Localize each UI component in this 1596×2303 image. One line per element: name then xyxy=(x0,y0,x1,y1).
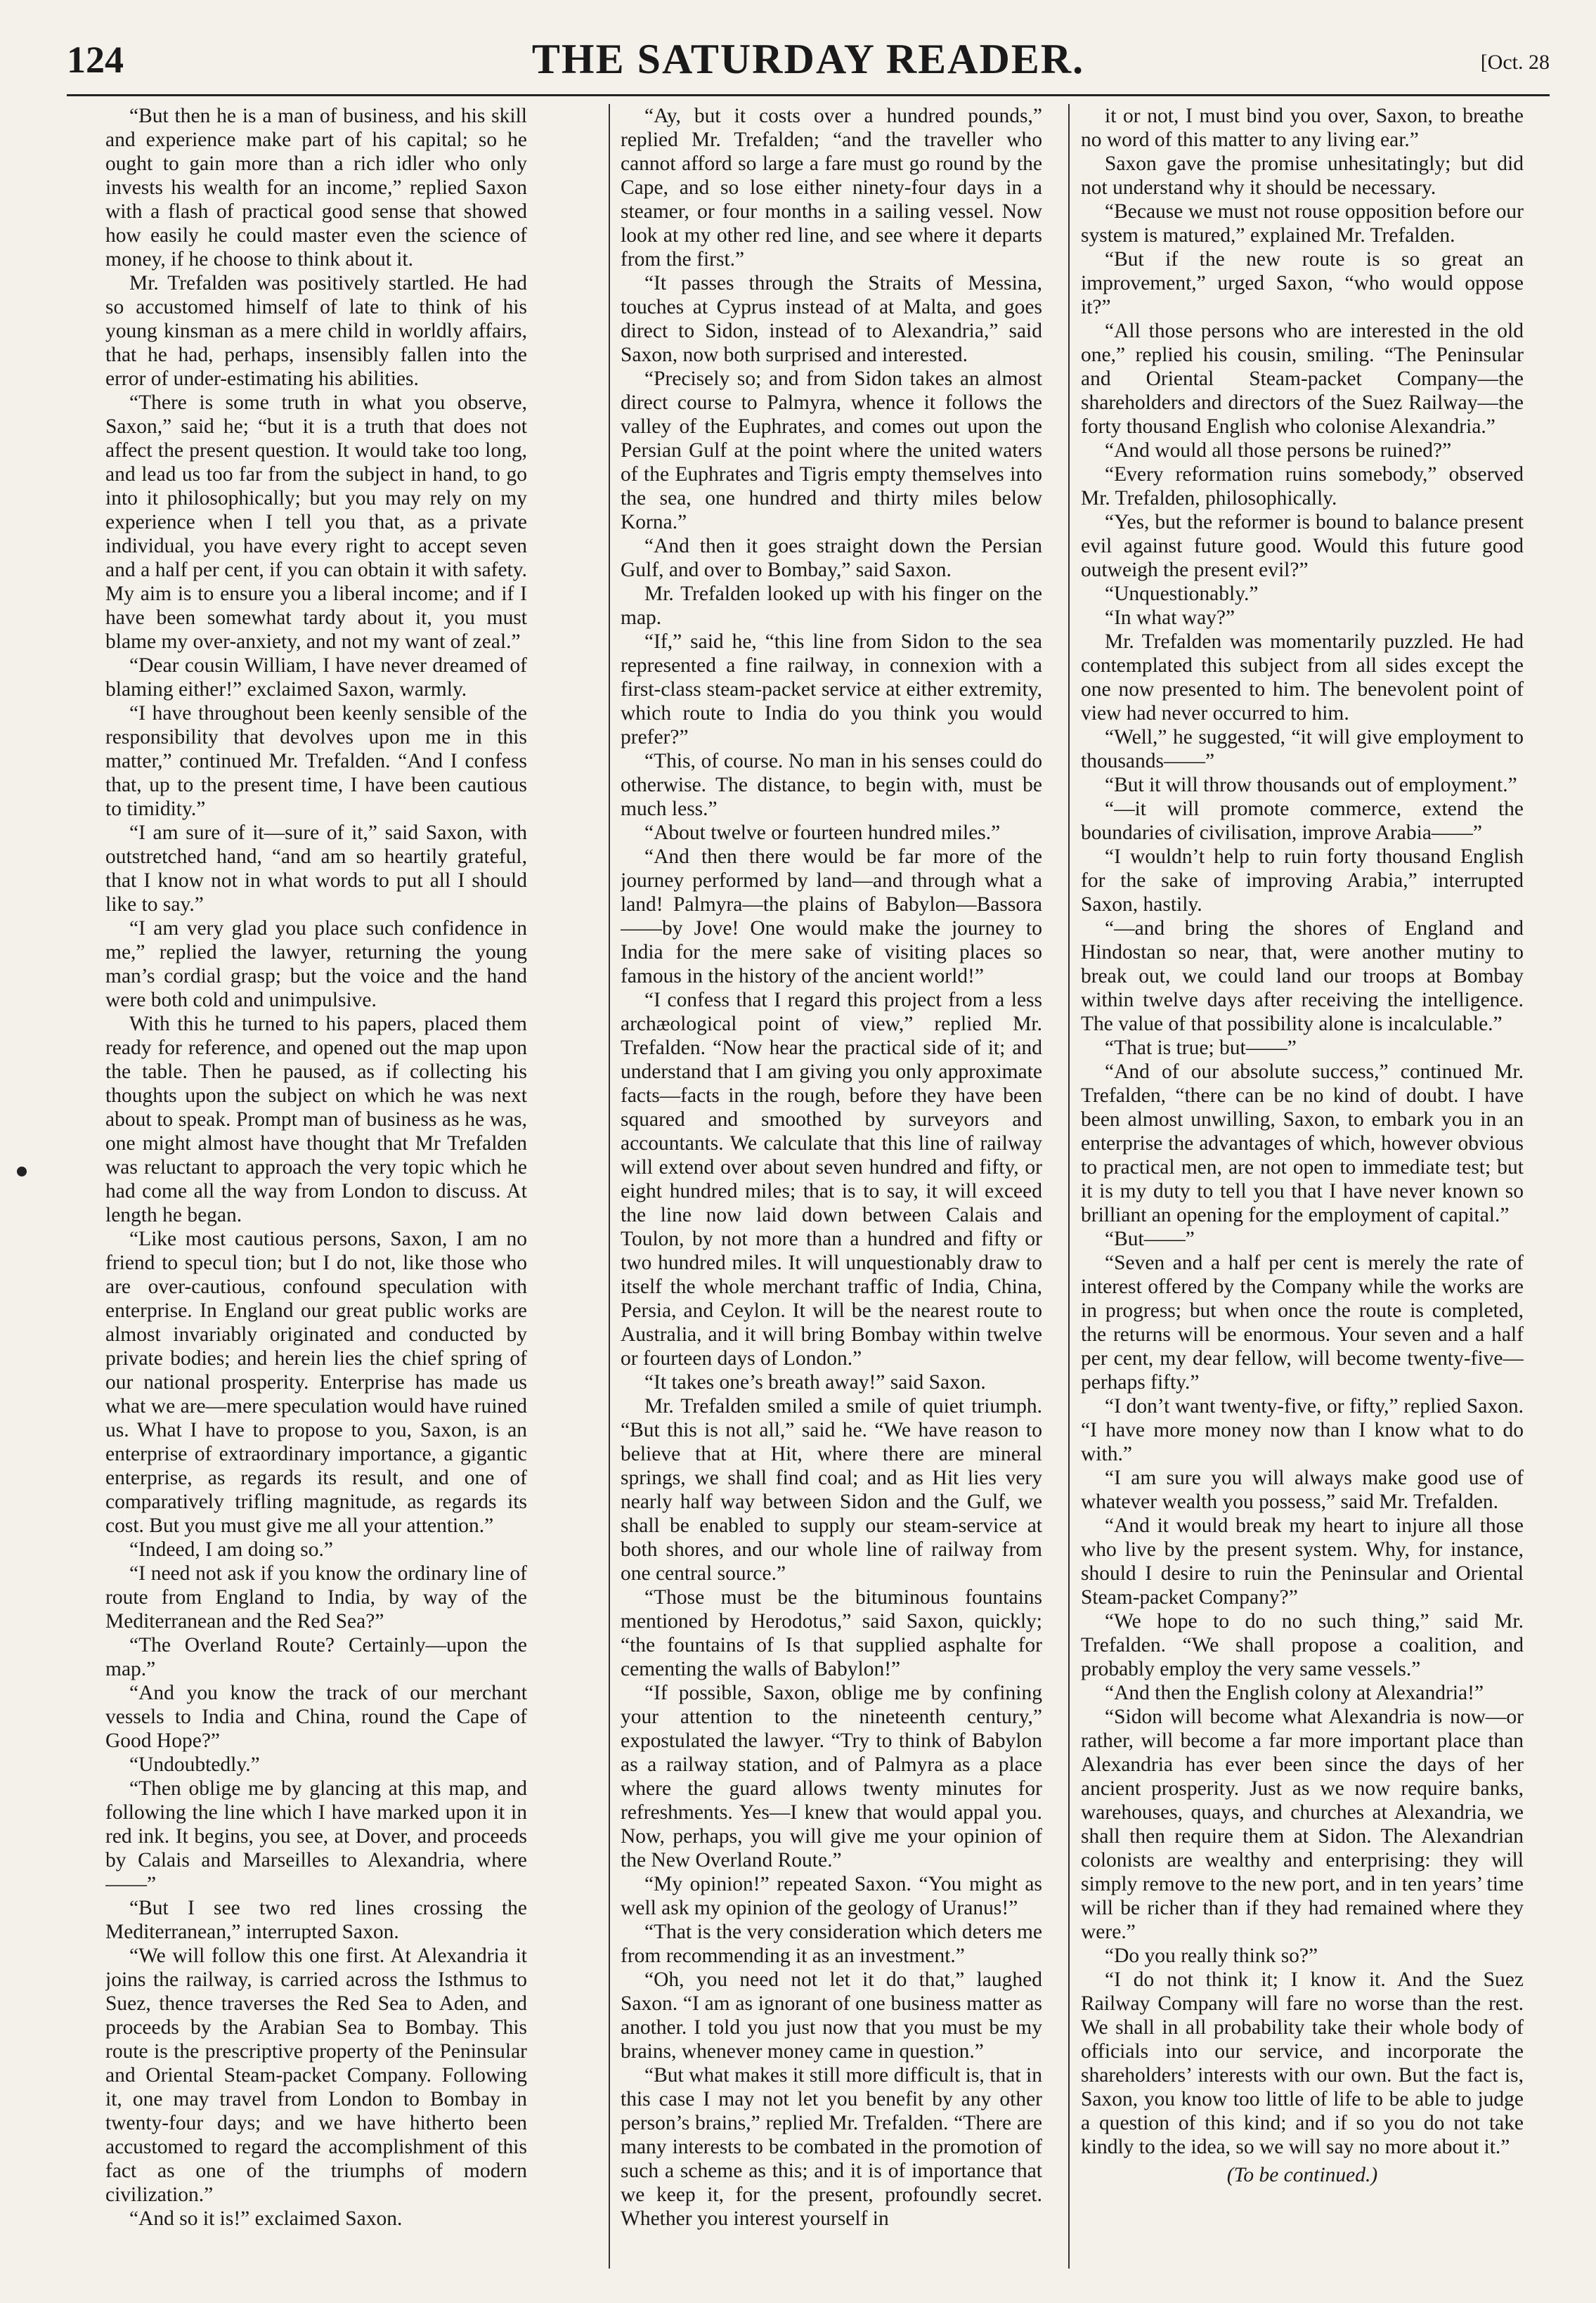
paragraph: “And then the English colony at Alexandria!” xyxy=(1105,1682,1484,1704)
column-divider-2 xyxy=(1068,104,1070,2269)
paragraph: “And would all those persons be ruined?” xyxy=(1105,439,1452,462)
paragraph: “Dear cousin William, I have never dreamed of blaming either!” exclaimed Saxon, warmly. xyxy=(105,654,527,701)
paragraph: “If,” said he, “this line from Sidon to the sea represented a fine railway, in connexion with a first-class steam-packet service at either extremity, which route to India do you think you would prefer?” xyxy=(621,630,1042,748)
paragraph: “We hope to do no such thing,” said Mr. Trefalden. “We shall propose a coalition, and probably employ the very same vessels.” xyxy=(1081,1610,1524,1680)
paragraph: “And of our absolute success,” continued Mr. Trefalden, “there can be no kind of doubt. I have been almost unwilling, Saxon, to embark you in an enterprise the advantages of which, however obvious to practical men, are not open to immediate test; but it is my duty to tell you that I have never known so brilliant an opening for the employment of capital.” xyxy=(1081,1060,1524,1226)
paragraph: Saxon gave the promise unhesitatingly; but did not understand why it should be necessary. xyxy=(1081,153,1524,199)
header-rule xyxy=(67,94,1550,96)
paragraph: “Do you really think so?” xyxy=(1105,1945,1318,1967)
paragraph: “In what way?” xyxy=(1105,606,1235,629)
paragraph: “—it will promote commerce, extend the boundaries of civilisation, improve Arabia——” xyxy=(1081,798,1524,844)
paragraph: “The Overland Route? Certainly—upon the map.” xyxy=(105,1634,527,1680)
paragraph: “Sidon will become what Alexandria is now—or rather, will become a far more important place than Alexandria has ever been since the days of her ancient prosperity. Just as we now require banks, warehouses, quays, and churches at Alexandria, we shall then require them at Sidon. The Alexandrian colonists are wealthy and enterprising: they will simply remove to the new port, and in ten years’ time will be richer than if they had remained where they were.” xyxy=(1081,1706,1524,1943)
paragraph: “But——” xyxy=(1105,1228,1195,1250)
paragraph: it or not, I must bind you over, Saxon, to breathe no word of this matter to any living ear.” xyxy=(1081,105,1524,151)
paragraph: “But if the new route is so great an improvement,” urged Saxon, “who would oppose it?” xyxy=(1081,248,1524,318)
paragraph: Mr. Trefalden looked up with his finger on the map. xyxy=(621,583,1042,629)
paragraph: With this he turned to his papers, placed them ready for reference, and opened out the map upon the table. Then he paused, as if collecting his thoughts upon the subject on which he was next about to speak. Prompt man of business as he was, one might almost have thought that Mr Trefalden was reluctant to approach the very topic which he had come all the way from London to discuss. At length he began. xyxy=(105,1013,527,1226)
to-be-continued: (To be continued.) xyxy=(1226,2164,1378,2186)
paragraph: “It takes one’s breath away!” said Saxon. xyxy=(644,1371,986,1394)
page-header xyxy=(67,35,1550,98)
paragraph: “It passes through the Straits of Messina, touches at Cyprus instead of at Malta, and goes direct to Sidon, instead of to Alexandria,” said Saxon, now both surprised and interested. xyxy=(621,272,1042,366)
paragraph: “But what makes it still more difficult is, that in this case I may not let you benefit by any other person’s brains,” replied Mr. Trefalden. “There are many interests to be combated in the promotion of such a scheme as this; and it is of importance that we keep it, for the present, profoundly secret. Whether you interest yourself in xyxy=(621,2064,1042,2230)
page-number: 124 xyxy=(67,39,124,81)
paragraph: “Those must be the bituminous fountains mentioned by Herodotus,” said Saxon, quickly; “the fountains of Is that supplied asphalte for cementing the walls of Babylon!” xyxy=(621,1586,1042,1680)
paragraph: “I am sure of it—sure of it,” said Saxon, with outstretched hand, “and am so heartily grateful, that I know not in what words to put all I should like to say.” xyxy=(105,822,527,916)
paragraph: “But it will throw thousands out of employment.” xyxy=(1105,774,1517,796)
paragraph: “Because we must not rouse opposition before our system is matured,” explained Mr. Trefalden. xyxy=(1081,200,1524,247)
paragraph: “Oh, you need not let it do that,” laughed Saxon. “I am as ignorant of one business matter as another. I told you just now that you must be my brains, whenever money came in question.” xyxy=(621,1968,1042,2063)
text-column-2 xyxy=(621,104,1042,2276)
paragraph: “I wouldn’t help to ruin forty thousand English for the sake of improving Arabia,” interrupted Saxon, hastily. xyxy=(1081,845,1524,916)
paragraph: “But I see two red lines crossing the Mediterranean,” interrupted Saxon. xyxy=(105,1897,527,1943)
text-column-1 xyxy=(105,104,527,2276)
paragraph: “I don’t want twenty-five, or fifty,” replied Saxon. “I have more money now than I know what to do with.” xyxy=(1081,1395,1524,1465)
paragraph: “We will follow this one first. At Alexandria it joins the railway, is carried across the Isthmus to Suez, thence traverses the Red Sea to Aden, and proceeds by the Arabian Sea to Bombay. This route is the prescriptive property of the Peninsular and Oriental Steam-packet Company. Following it, one may travel from London to Bombay in twenty-four days; and we have hitherto been accustomed to regard the accomplishment of this fact as one of the triumphs of modern civilization.” xyxy=(105,1945,527,2206)
paragraph: “And then there would be far more of the journey performed by land—and through what a land! Palmyra—the plains of Babylon—Bassora——by Jove! One would make the journey to India for the mere sake of visiting places so famous in the history of the ancient world!” xyxy=(621,845,1042,987)
paragraph: “I am sure you will always make good use of whatever wealth you possess,” said Mr. Trefalden. xyxy=(1081,1467,1524,1513)
paragraph: Mr. Trefalden was positively startled. He had so accustomed himself of late to think of his young kinsman as a mere child in worldly affairs, that he had, perhaps, insensibly fallen into the error of under-estimating his abilities. xyxy=(105,272,527,390)
paragraph: “This, of course. No man in his senses could do otherwise. The distance, to begin with, must be much less.” xyxy=(621,750,1042,820)
paragraph: “That is true; but——” xyxy=(1105,1037,1297,1059)
text-column-3 xyxy=(1081,104,1524,2276)
paragraph: “Ay, but it costs over a hundred pounds,” replied Mr. Trefalden; “and the traveller who cannot afford so large a fare must go round by the Cape, and so lose either ninety-four days in a steamer, or four months in a sailing vessel. Now look at my other red line, and see where it departs from the first.” xyxy=(621,105,1042,271)
paragraph: “And then it goes straight down the Persian Gulf, and over to Bombay,” said Saxon. xyxy=(621,535,1042,581)
paragraph: “I need not ask if you know the ordinary line of route from England to India, by way of the Mediterranean and the Red Sea?” xyxy=(105,1562,527,1633)
column-divider-1 xyxy=(609,104,610,2269)
paragraph: “If possible, Saxon, oblige me by confining your attention to the nineteenth century,” expostulated the lawyer. “Try to think of Babylon as a railway station, and of Palmyra as a place where the guard allows twenty minutes for refreshments. Yes—I knew that would appal you. Now, perhaps, you will give me your opinion of the New Overland Route.” xyxy=(621,1682,1042,1871)
margin-dot xyxy=(17,1167,27,1176)
paragraph: “I confess that I regard this project from a less archæological point of view,” replied Mr. Trefalden. “Now hear the practical side of it; and understand that I am giving you only approximate facts—facts in the rough, before they have been squared and smoothed by surveyors and accountants. We calculate that this line of railway will extend over about seven hundred and fifty, or eight hundred miles; that is to say, it will exceed the line now laid down between Calais and Toulon, by not more than a hundred and fifty or two hundred miles. It will unquestionably draw to itself the whole merchant traffic of India, China, Persia, and Ceylon. It will be the nearest route to Australia, and it will bring Bombay within twelve or fourteen days of London.” xyxy=(621,989,1042,1370)
paragraph: “Well,” he suggested, “it will give employment to thousands——” xyxy=(1081,726,1524,772)
issue-date: [Oct. 28 xyxy=(1480,51,1550,74)
paragraph: “And so it is!” exclaimed Saxon. xyxy=(129,2207,403,2230)
paragraph: Mr. Trefalden was momentarily puzzled. He had contemplated this subject from all sides except the one now presented to him. The benevolent point of view had never occurred to him. xyxy=(1081,630,1524,725)
paragraph: “And you know the track of our merchant vessels to India and China, round the Cape of Good Hope?” xyxy=(105,1682,527,1752)
paragraph: “I am very glad you place such confidence in me,” replied the lawyer, returning the young man’s cordial grasp; but the voice and the hand were both cold and unimpulsive. xyxy=(105,917,527,1011)
paragraph: “Precisely so; and from Sidon takes an almost direct course to Palmyra, whence it follows the valley of the Euphrates, and comes out upon the Persian Gulf at the point where the united waters of the Euphrates and Tigris empty themselves into the sea, one hundred and thirty miles below Korna.” xyxy=(621,368,1042,533)
paragraph: “All those persons who are interested in the old one,” replied his cousin, smiling. “The Peninsular and Oriental Steam-packet Company—the shareholders and directors of the Suez Railway—the forty thousand English who colonise Alexandria.” xyxy=(1081,320,1524,438)
paragraph: “Seven and a half per cent is merely the rate of interest offered by the Company while the works are in progress; but when once the route is completed, the returns will be enormous. Your seven and a half per cent, my dear fellow, will become twenty-five—perhaps fifty.” xyxy=(1081,1252,1524,1394)
paragraph: “Undoubtedly.” xyxy=(129,1753,260,1776)
paragraph: “About twelve or fourteen hundred miles.” xyxy=(644,822,1001,844)
paragraph: “Every reformation ruins somebody,” observed Mr. Trefalden, philosophically. xyxy=(1081,463,1524,510)
paragraph: “Unquestionably.” xyxy=(1105,583,1259,605)
paragraph: “Indeed, I am doing so.” xyxy=(129,1538,333,1561)
paragraph: “But then he is a man of business, and his skill and experience make part of his capital; so he ought to gain more than a rich idler who only invests his wealth for an income,” replied Saxon with a flash of practical good sense that showed how easily he could master even the science of money, if he choose to think about it. xyxy=(105,105,527,271)
paragraph: “Yes, but the reformer is bound to balance present evil against future good. Would this future good outweigh the present evil?” xyxy=(1081,511,1524,581)
paragraph: “Then oblige me by glancing at this map, and following the line which I have marked upon it in red ink. It begins, you see, at Dover, and proceeds by Calais and Marseilles to Alexandria, where——” xyxy=(105,1777,527,1895)
paragraph: “My opinion!” repeated Saxon. “You might as well ask my opinion of the geology of Uranus!” xyxy=(621,1873,1042,1919)
paragraph: “And it would break my heart to injure all those who live by the present system. Why, for instance, should I desire to ruin the Peninsular and Oriental Steam-packet Company?” xyxy=(1081,1514,1524,1609)
publication-title: THE SATURDAY READER. xyxy=(531,36,1085,82)
paragraph: “That is the very consideration which deters me from recommending it as an investment.” xyxy=(621,1921,1042,1967)
paragraph: “—and bring the shores of England and Hindostan so near, that, were another mutiny to break out, we could land our troops at Bombay within twelve days after receiving the intelligence. The value of that possibility alone is incalculable.” xyxy=(1081,917,1524,1035)
paragraph: “I have throughout been keenly sensible of the responsibility that devolves upon me in this matter,” continued Mr. Trefalden. “And I confess that, up to the present time, I have been cautious to timidity.” xyxy=(105,702,527,820)
paragraph: “I do not think it; I know it. And the Suez Railway Company will fare no worse than the rest. We shall in all probability take their whole body of officials into our service, and incorporate the shareholders’ interests with our own. But the fact is, Saxon, you know too little of life to be able to judge a question of this kind; and if so you do not take kindly to the idea, so we will say no more about it.” xyxy=(1081,1968,1524,2158)
paragraph: “Like most cautious persons, Saxon, I am no friend to specul tion; but I do not, like those who are over-cautious, confound speculation with enterprise. In England our great public works are almost invariably originated and conducted by private bodies; and herein lies the chief spring of our national prosperity. Enterprise has made us what we are—mere speculation would have ruined us. What I have to propose to you, Saxon, is an enterprise of extraordinary importance, a gigantic enterprise, as regards its result, and one of comparatively trifling magnitude, as regards its cost. But you must give me all your attention.” xyxy=(105,1228,527,1537)
paragraph: Mr. Trefalden smiled a smile of quiet triumph. “But this is not all,” said he. “We have reason to believe that at Hit, where there are mineral springs, we shall find coal; and as Hit lies very nearly half way between Sidon and the Gulf, we shall be enabled to supply our steam-service at both shores, and our whole line of railway from one central source.” xyxy=(621,1395,1042,1585)
paragraph: “There is some truth in what you observe, Saxon,” said he; “but it is a truth that does not affect the present question. It would take too long, and lead us too far from the subject in hand, to go into it philosophically; but you may rely on my experience when I tell you that, as a private individual, you have every right to accept seven and a half per cent, if you can obtain it with safety. My aim is to ensure you a liberal income; and if I have been somewhat tardy about it, you must blame my over-anxiety, and not my want of zeal.” xyxy=(105,391,527,653)
